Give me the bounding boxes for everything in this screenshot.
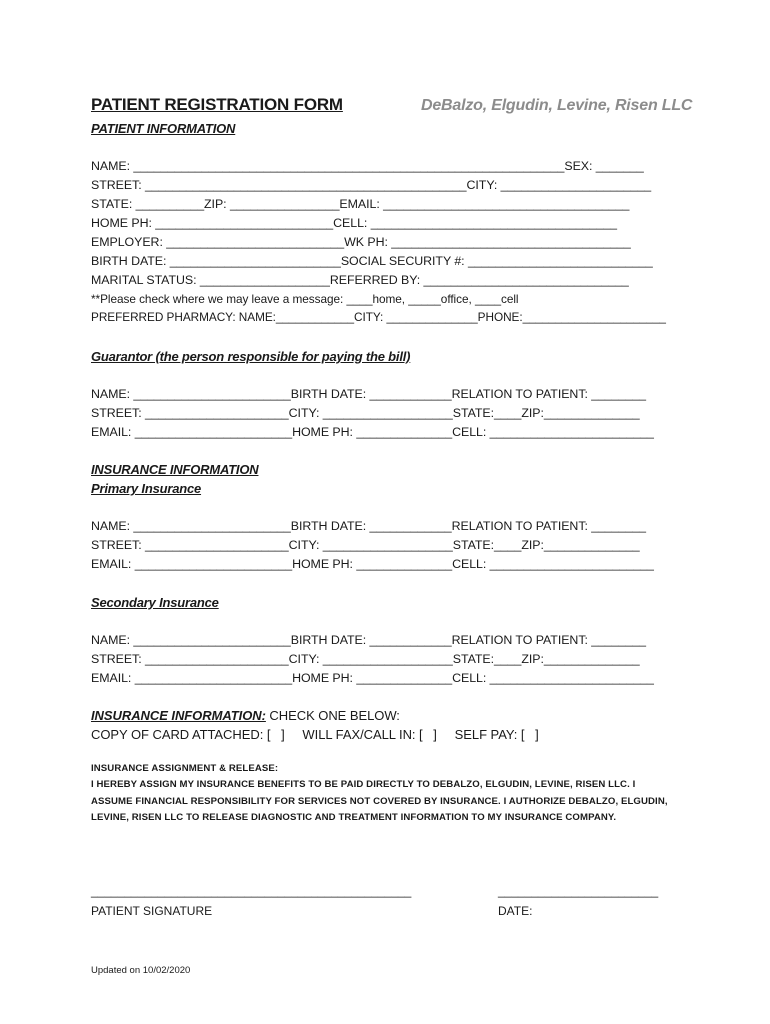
primary-name-row[interactable]: NAME: _______________________BIRTH DATE: ____________RELATION TO PATIENT: ________	[91, 519, 646, 533]
registration-form-page	[91, 0, 693, 1024]
patient-name-row[interactable]: NAME: _______________________________________________________________SEX: _______	[91, 159, 644, 173]
patient-signature-label: PATIENT SIGNATURE	[91, 904, 213, 918]
patient-signature-line[interactable]: ________________________________________________	[91, 884, 412, 898]
secondary-email-row[interactable]: EMAIL: _______________________HOME PH: ______________CELL: ________________________	[91, 671, 654, 685]
insurance-check-instruction: CHECK ONE BELOW:	[265, 708, 400, 723]
insurance-info-heading: INSURANCE INFORMATION	[91, 462, 259, 477]
guarantor-street-row[interactable]: STREET: _____________________CITY: ___________________STATE:____ZIP:______________	[91, 406, 640, 420]
guarantor-heading: Guarantor (the person responsible for paying the bill)	[91, 349, 411, 364]
patient-info-heading: PATIENT INFORMATION	[91, 121, 236, 136]
secondary-street-row[interactable]: STREET: _____________________CITY: ___________________STATE:____ZIP:______________	[91, 652, 640, 666]
guarantor-name-row[interactable]: NAME: _______________________BIRTH DATE: ____________RELATION TO PATIENT: ________	[91, 387, 646, 401]
primary-insurance-heading: Primary Insurance	[91, 481, 202, 496]
updated-date: Updated on 10/02/2020	[91, 965, 191, 976]
secondary-insurance-heading: Secondary Insurance	[91, 595, 219, 610]
insurance-check-options[interactable]: COPY OF CARD ATTACHED: [ ] WILL FAX/CALL IN: [ ] SELF PAY: [ ]	[91, 727, 539, 742]
guarantor-email-row[interactable]: EMAIL: _______________________HOME PH: ______________CELL: ________________________	[91, 425, 654, 439]
date-line[interactable]: ________________________	[498, 884, 659, 898]
patient-state-row[interactable]: STATE: __________ZIP: ________________EMAIL: ____________________________________	[91, 197, 630, 211]
message-preference-row[interactable]: **Please check where we may leave a message: ____home, _____office, ____cell	[91, 292, 519, 306]
assignment-heading: INSURANCE ASSIGNMENT & RELEASE:	[91, 763, 279, 774]
primary-street-row[interactable]: STREET: _____________________CITY: ___________________STATE:____ZIP:______________	[91, 538, 640, 552]
patient-home-phone-row[interactable]: HOME PH: __________________________CELL: ____________________________________	[91, 216, 617, 230]
primary-email-row[interactable]: EMAIL: _______________________HOME PH: ______________CELL: ________________________	[91, 557, 654, 571]
firm-name: DeBalzo, Elgudin, Levine, Risen LLC	[421, 97, 693, 114]
insurance-check-heading: INSURANCE INFORMATION:	[91, 708, 266, 723]
secondary-name-row[interactable]: NAME: _______________________BIRTH DATE: ____________RELATION TO PATIENT: ________	[91, 633, 646, 647]
patient-marital-status-row[interactable]: MARITAL STATUS: ___________________REFERRED BY: ______________________________	[91, 273, 629, 287]
insurance-check-heading-row	[91, 708, 400, 724]
form-title: PATIENT REGISTRATION FORM	[91, 95, 343, 114]
date-label: DATE:	[498, 904, 533, 918]
patient-employer-row[interactable]: EMPLOYER: __________________________WK PH: ___________________________________	[91, 235, 631, 249]
patient-birth-date-row[interactable]: BIRTH DATE: _________________________SOCIAL SECURITY #: ___________________________	[91, 254, 653, 268]
assignment-body: I HEREBY ASSIGN MY INSURANCE BENEFITS TO BE PAID DIRECTLY TO DEBALZO, ELGUDIN, LEVINE, RISEN LLC. I ASSUME FINANCIAL RESPONSIBILITY FOR SERVICES NOT COVERED BY INSURANCE. I AUTHORIZE DEBALZO, ELGUDIN, LEVINE, RISEN LLC TO RELEASE DIAGNOSTIC AND TREATMENT INFORMATION TO MY INSURANCE COMPANY.	[91, 779, 668, 823]
preferred-pharmacy-row[interactable]: PREFERRED PHARMACY: NAME:____________CITY: ______________PHONE:______________________	[91, 310, 666, 324]
patient-street-row[interactable]: STREET: _______________________________________________CITY: ______________________	[91, 178, 652, 192]
